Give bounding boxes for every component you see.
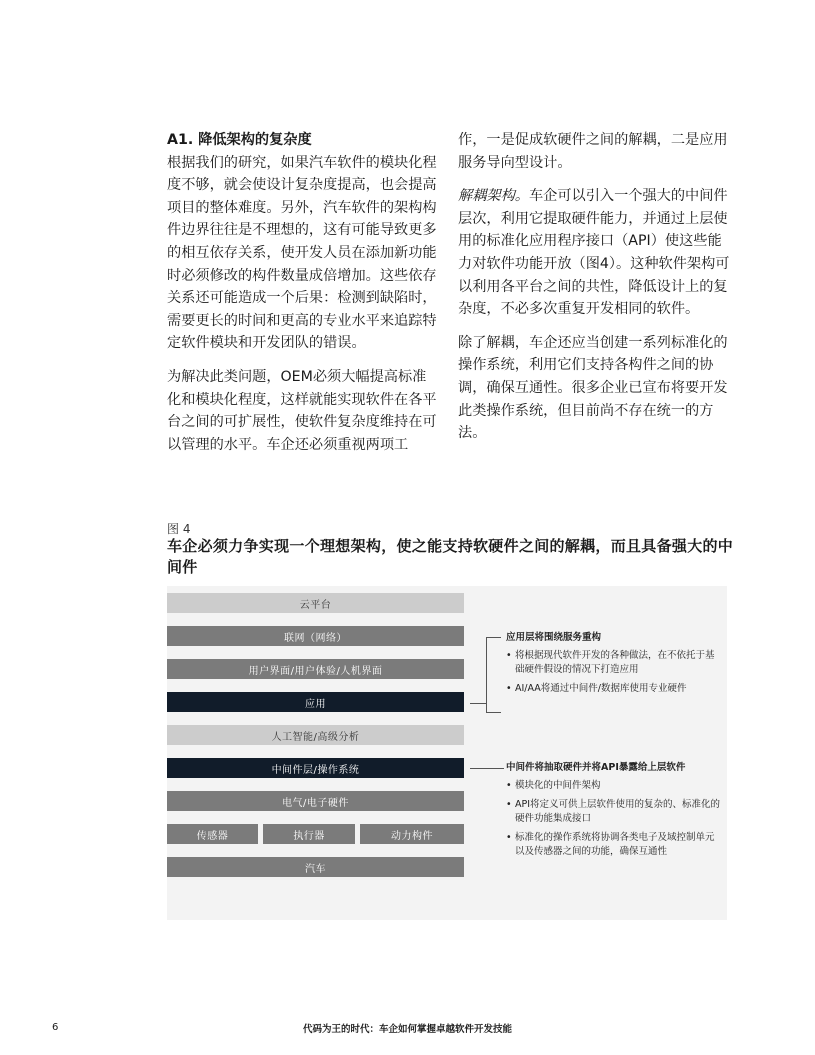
annotation-middleware-bullet: • API将定义可供上层软件使用的复杂的、标准化的硬件功能集成接口 [506, 798, 721, 826]
layer-vehicle: 汽车 [167, 857, 464, 877]
footer-title: 代码为王的时代：车企如何掌握卓越软件开发技能 [302, 1024, 512, 1035]
left-column [167, 129, 439, 456]
left-paragraph-2: 为解决此类问题，OEM必须大幅提高标准化和模块化程度，这样就能实现软件在各平台之间的可扩展性，使软件复杂度维持在可以管理的水平。车企还必须重视两项工 [167, 368, 437, 453]
right-paragraph-1: 作，一是促成软硬件之间的解耦，二是应用服务导向型设计。 [458, 132, 728, 171]
decoupling-lead: 解耦架构。 [458, 188, 529, 205]
layer-sensors: 传感器 [167, 824, 258, 844]
left-paragraph-1: 根据我们的研究，如果汽车软件的模块化程度不够，就会使设计复杂度提高，也会提高项目的整体难度。另外，汽车软件的架构构件边界往往是不理想的，这有可能导致更多的相互依存关系，使开发人员在添加新功能时必须修改的构件数量成倍增加。这些依存关系还可能造成一个后果：检测到缺陷时，需要更长的时间和更高的专业水平来追踪特定软件模块和开发团队的错误。 [167, 154, 437, 352]
layer-cloud: 云平台 [167, 593, 464, 613]
right-paragraph-3: 除了解耦，车企还应当创建一系列标准化的操作系统，利用它们支持各构件之间的协调，确保互通性。很多企业已宣布将要开发此类操作系统，但目前尚不存在统一的方法。 [458, 334, 728, 442]
page-number: 6 [52, 1022, 59, 1033]
application-bracket [486, 637, 501, 713]
right-paragraph-2 [458, 185, 730, 321]
layer-middleware: 中间件层/操作系统 [167, 758, 464, 778]
right-column [458, 129, 730, 445]
annotation-middleware [506, 761, 721, 864]
layer-ui: 用户界面/用户体验/人机界面 [167, 659, 464, 679]
layer-application: 应用 [167, 692, 464, 712]
figure-title: 车企必须力争实现一个理想架构，使之能支持软硬件之间的解耦，而且具备强大的中间件 [167, 537, 734, 576]
section-title: A1. 降低架构的复杂度 [167, 132, 312, 148]
layer-ee-hardware: 电气/电子硬件 [167, 791, 464, 811]
annotation-application [506, 631, 721, 701]
layer-powertrain: 动力构件 [360, 824, 464, 844]
annotation-middleware-bullet: • 模块化的中间件架构 [506, 779, 721, 793]
layer-connectivity: 联网（网络） [167, 626, 464, 646]
annotation-middleware-bullet: • 标准化的操作系统将协调各类电子及域控制单元以及传感器之间的功能，确保互通性 [506, 831, 721, 859]
decoupling-text: 车企可以引入一个强大的中间件层次，利用它提取硬件能力，并通过上层使用的标准化应用程序接口（API）使这些能力对软件功能开放（图4）。这种软件架构可以利用各平台之间的共性，降低设计上的复杂度，不必多次重复开发相同的软件。 [458, 188, 730, 318]
annotation-middleware-heading: 中间件将抽取硬件并将API暴露给上层软件 [506, 762, 686, 773]
annotation-application-heading: 应用层将围绕服务重构 [506, 632, 602, 643]
layer-ai: 人工智能/高级分析 [167, 725, 464, 745]
application-connector [470, 703, 486, 704]
annotation-application-bullet: • 将根据现代软件开发的各种做法，在不依托于基础硬件假设的情况下打造应用 [506, 649, 721, 677]
annotation-application-bullet: • AI/AA将通过中间件/数据库使用专业硬件 [506, 682, 721, 696]
layer-actuators: 执行器 [263, 824, 355, 844]
figure-label: 图 4 [167, 522, 191, 536]
middleware-connector [470, 768, 504, 769]
